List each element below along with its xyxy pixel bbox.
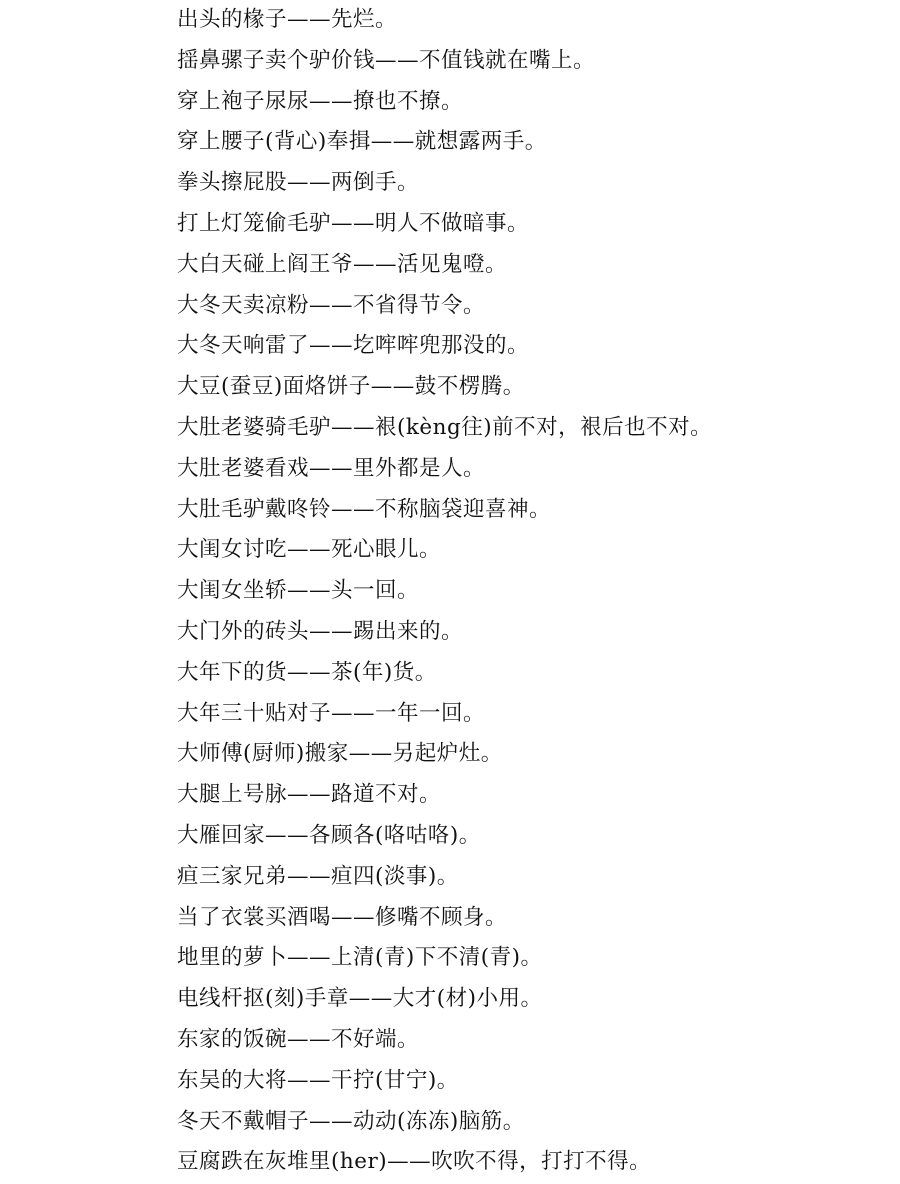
proverb-line: 穿上腰子(背心)奉揖——就想露两手。 bbox=[177, 129, 547, 155]
proverb-line: 打上灯笼偷毛驴——明人不做暗事。 bbox=[177, 210, 530, 236]
proverb-line: 当了衣裳买酒喝——修嘴不顾身。 bbox=[177, 904, 508, 930]
proverb-line: 东吴的大将——干拧(甘宁)。 bbox=[177, 1067, 459, 1093]
proverb-line: 大豆(蚕豆)面烙饼子——鼓不楞腾。 bbox=[177, 374, 525, 400]
proverb-line: 大门外的砖头——踢出来的。 bbox=[177, 618, 464, 644]
proverb-line: 电线杆抠(刻)手章——大才(材)小用。 bbox=[177, 986, 543, 1012]
proverb-line: 拳头擦屁股——两倒手。 bbox=[177, 170, 420, 196]
proverb-line: 穿上袍子尿尿——撩也不撩。 bbox=[177, 88, 464, 114]
proverb-line: 大师傅(厨师)搬家——另起炉灶。 bbox=[177, 741, 503, 767]
proverb-list bbox=[177, 0, 877, 1183]
proverb-line: 东家的饭碗——不好端。 bbox=[177, 1026, 420, 1052]
proverb-line: 大肚老婆看戏——里外都是人。 bbox=[177, 455, 486, 481]
proverb-line: 大雁回家——各顾各(咯咕咯)。 bbox=[177, 822, 481, 848]
proverb-line: 大闺女坐轿——头一回。 bbox=[177, 578, 420, 604]
proverb-line: 大闺女讨吃——死心眼儿。 bbox=[177, 537, 442, 563]
proverb-line: 大白天碰上阎王爷——活见鬼噔。 bbox=[177, 251, 508, 277]
proverb-line: 大肚老婆骑毛驴——裉(kèng往)前不对，裉后也不对。 bbox=[177, 414, 713, 440]
proverb-line: 大冬天响雷了——圪哰哰兜那没的。 bbox=[177, 333, 530, 359]
proverb-line: 大年下的货——茶(年)货。 bbox=[177, 659, 437, 685]
proverb-line: 地里的萝卜——上清(青)下不清(青)。 bbox=[177, 945, 543, 971]
proverb-line: 大肚毛驴戴咚铃——不称脑袋迎喜神。 bbox=[177, 496, 552, 522]
proverb-line: 疸三家兄弟——疸四(淡事)。 bbox=[177, 863, 459, 889]
proverb-line: 出头的椽子——先烂。 bbox=[177, 7, 398, 32]
proverb-line: 大冬天卖凉粉——不省得节令。 bbox=[177, 292, 486, 318]
proverb-line: 大腿上号脉——路道不对。 bbox=[177, 782, 442, 808]
proverb-line: 豆腐跌在灰堆里(her)——吹吹不得，打打不得。 bbox=[177, 1149, 652, 1175]
proverb-line: 揺鼻骡子卖个驴价钱——不值钱就在嘴上。 bbox=[177, 47, 596, 73]
proverb-line: 大年三十贴对子——一年一回。 bbox=[177, 700, 486, 726]
proverb-line: 冬天不戴帽子——动动(冻冻)脑筋。 bbox=[177, 1108, 525, 1134]
